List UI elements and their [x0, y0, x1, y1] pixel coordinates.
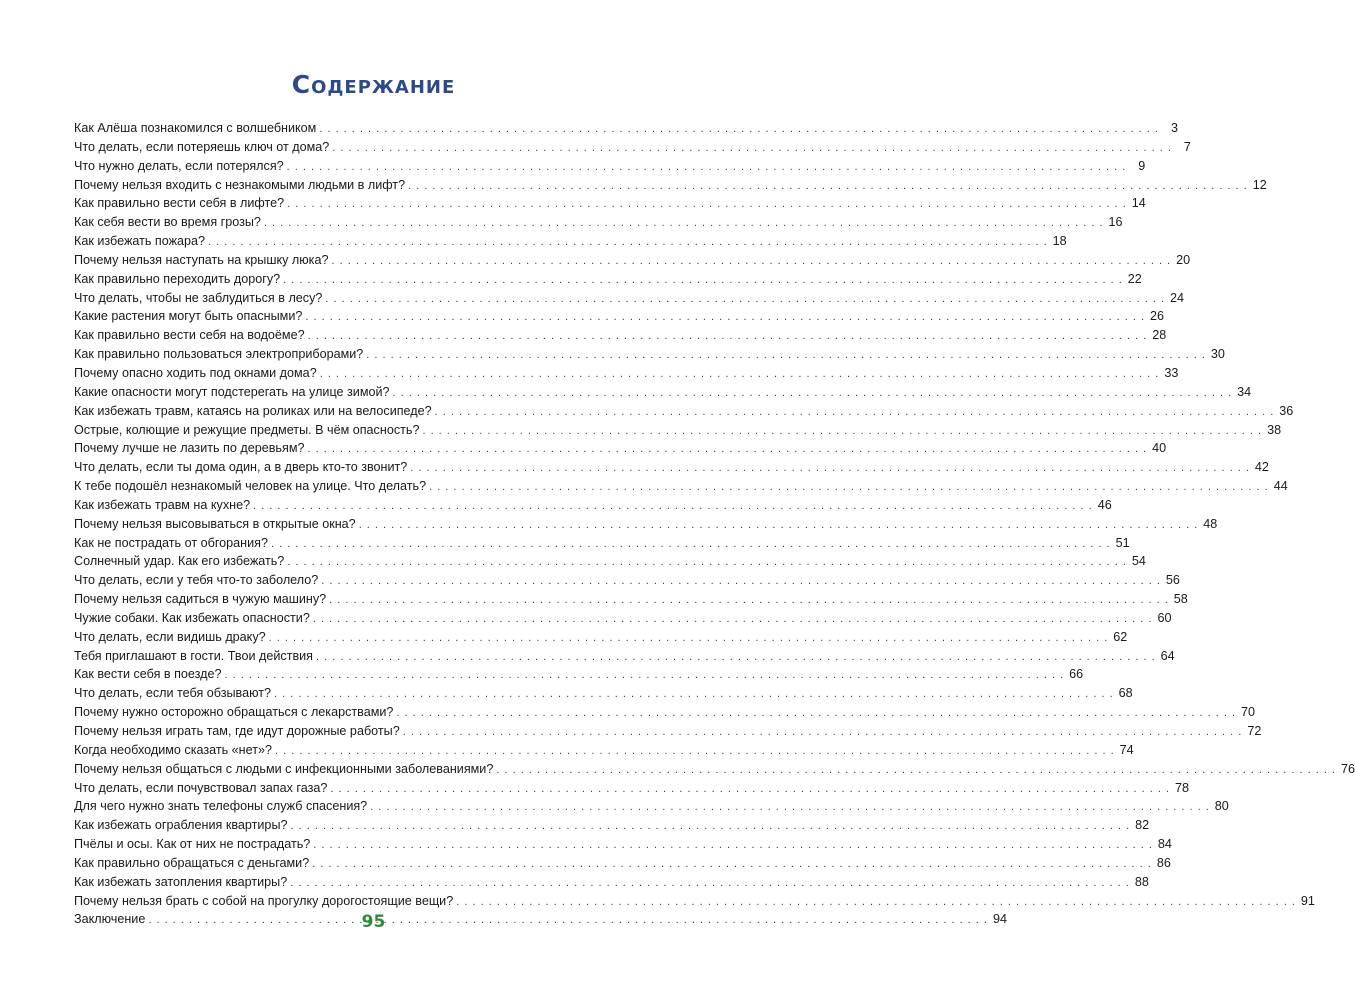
toc-entry-page: 94	[992, 912, 1007, 927]
toc-leader-dots	[321, 572, 1161, 591]
toc-entry	[74, 534, 1130, 553]
page-title: Содержание	[291, 70, 456, 99]
toc-leader-dots	[496, 761, 1336, 780]
toc-entry	[74, 609, 1172, 628]
toc-entry-page: 7	[1183, 139, 1191, 154]
toc-leader-dots	[287, 158, 1127, 177]
toc-leader-dots	[408, 177, 1248, 196]
toc-leader-dots	[330, 780, 1170, 799]
toc-entry-page: 70	[1241, 705, 1256, 720]
toc-entry	[74, 665, 1084, 684]
toc-entry-page: 12	[1252, 177, 1267, 192]
toc-entry-title: Какие опасности могут подстерегать на улице зимой?	[74, 384, 390, 399]
toc-entry	[74, 628, 1128, 647]
toc-entry-title: Почему нельзя брать с собой на прогулку дорогостоящие вещи?	[74, 893, 454, 908]
toc-entry-title: Что делать, чтобы не заблудиться в лесу?	[74, 290, 323, 305]
toc-entry	[74, 741, 1134, 760]
toc-entry-title: Почему нельзя входить с незнакомыми людьми в лифт?	[74, 177, 406, 192]
toc-entry-title: Почему нельзя общаться с людьми с инфекционными заболеваниями?	[74, 761, 494, 776]
toc-entry-title: Что делать, если у тебя что-то заболело?	[74, 573, 319, 588]
toc-entry	[74, 722, 1262, 741]
toc-leader-dots	[308, 327, 1148, 346]
toc-entry	[74, 684, 1133, 703]
toc-entry	[74, 176, 1267, 195]
toc-entry	[74, 760, 1355, 779]
toc-entry-page: 91	[1300, 893, 1315, 908]
toc-entry	[74, 439, 1167, 458]
toc-entry-page: 62	[1113, 629, 1128, 644]
toc-entry-title: Как избежать пожара?	[74, 234, 206, 249]
toc-entry-title: Как правильно переходить дорогу?	[74, 271, 281, 286]
toc-entry-page: 58	[1173, 592, 1188, 607]
toc-leader-dots	[410, 459, 1250, 478]
toc-entry-page: 51	[1115, 535, 1130, 550]
toc-leader-dots	[366, 346, 1206, 365]
toc-entry	[74, 816, 1150, 835]
toc-entry-title: Что делать, если видишь драку?	[74, 629, 266, 644]
toc-leader-dots	[290, 874, 1130, 893]
toc-entry	[74, 515, 1218, 534]
toc-entry-page: 80	[1214, 799, 1229, 814]
toc-entry	[74, 854, 1171, 873]
toc-entry	[74, 157, 1146, 176]
toc-entry-page: 26	[1149, 309, 1164, 324]
toc-entry-title: Как избежать травм, катаясь на роликах или на велосипеде?	[74, 403, 432, 418]
toc-leader-dots	[274, 685, 1114, 704]
toc-entry-page: 68	[1118, 686, 1133, 701]
toc-leader-dots	[283, 271, 1123, 290]
toc-entry-page: 72	[1247, 724, 1262, 738]
toc-leader-dots	[313, 610, 1153, 629]
toc-entry-title: Как не пострадать от обгорания?	[74, 535, 268, 550]
toc-entry	[74, 213, 1123, 232]
toc-entry-page: 20	[1176, 252, 1191, 267]
toc-entry-title: Почему нельзя наступать на крышку люка?	[74, 252, 329, 267]
toc-entry-page: 46	[1097, 497, 1112, 512]
toc-entry-page: 48	[1203, 516, 1218, 531]
toc-leader-dots	[313, 836, 1153, 855]
toc-entry-title: Пчёлы и осы. Как от них не пострадать?	[74, 837, 311, 852]
toc-entry-page: 54	[1131, 554, 1146, 569]
toc-leader-dots	[329, 591, 1169, 610]
toc-leader-dots	[225, 666, 1065, 685]
toc-entry-page: 3	[1170, 121, 1178, 135]
toc-entry-title: Почему лучше не лазить по деревьям?	[74, 441, 305, 456]
toc-entry	[74, 779, 1189, 798]
toc-entry-title: Почему нужно осторожно обращаться с лекарствами?	[74, 705, 394, 720]
toc-entry-title: Что делать, если потеряешь ключ от дома?	[74, 139, 330, 154]
toc-entry-title: Почему нельзя высовываться в открытые окна?	[74, 516, 356, 531]
toc-leader-dots	[287, 195, 1127, 214]
toc-leader-dots	[422, 422, 1262, 441]
toc-entry-page: 84	[1157, 837, 1172, 852]
toc-entry	[74, 477, 1288, 496]
toc-leader-dots	[208, 233, 1048, 252]
toc-entry	[74, 364, 1179, 383]
toc-entry-title: Солнечный удар. Как его избежать?	[74, 554, 285, 569]
toc-entry-page: 34	[1237, 384, 1252, 399]
toc-leader-dots	[312, 855, 1152, 874]
page-number: 95	[361, 912, 386, 932]
toc-leader-dots	[370, 798, 1210, 817]
toc-entry	[74, 289, 1185, 308]
toc-entry	[74, 307, 1164, 326]
toc-entry	[74, 232, 1067, 251]
toc-entry	[74, 873, 1149, 892]
toc-leader-dots	[331, 252, 1171, 271]
toc-entry-title: Когда необходимо сказать «нет»?	[74, 742, 273, 757]
toc-entry-title: Что нужно делать, если потерялся?	[74, 158, 284, 173]
toc-leader-dots	[359, 516, 1199, 535]
toc-entry	[74, 892, 1315, 911]
toc-entry	[74, 138, 1191, 157]
toc-entry-page: 38	[1267, 422, 1282, 437]
toc-entry-title: Почему нельзя садиться в чужую машину?	[74, 592, 327, 607]
toc-leader-dots	[253, 497, 1093, 516]
toc-entry-title: Как избежать затопления квартиры?	[74, 874, 288, 889]
toc-leader-dots	[291, 817, 1131, 836]
toc-leader-dots	[275, 742, 1115, 761]
toc-entry	[74, 194, 1146, 213]
toc-leader-dots	[271, 535, 1111, 554]
toc-entry-page: 40	[1152, 441, 1167, 456]
toc-entry	[74, 402, 1294, 421]
toc-entry	[74, 797, 1229, 816]
toc-entry-page: 60	[1157, 610, 1172, 625]
toc-entry-title: Для чего нужно знать телефоны служб спасения?	[74, 799, 368, 814]
toc-entry-title: Почему нельзя играть там, где идут дорожные работы?	[74, 724, 400, 738]
toc-entry	[74, 647, 1175, 666]
toc-leader-dots	[325, 290, 1165, 309]
toc-entry-page: 36	[1279, 403, 1294, 418]
toc-entry	[74, 458, 1269, 477]
toc-leader-dots	[305, 308, 1145, 327]
toc-leader-dots	[435, 403, 1275, 422]
toc-leader-dots	[307, 440, 1147, 459]
toc-entry-title: Какие растения могут быть опасными?	[74, 309, 303, 324]
toc-entry	[74, 835, 1172, 854]
toc-entry	[74, 326, 1167, 345]
toc-entry	[74, 552, 1146, 571]
toc-leader-dots	[287, 553, 1127, 572]
toc-entry	[74, 590, 1188, 609]
toc-entry-title: Почему опасно ходить под окнами дома?	[74, 365, 317, 380]
toc-entry	[74, 421, 1282, 440]
toc-entry-title: Как избежать травм на кухне?	[74, 497, 251, 512]
toc-entry-title: Что делать, если ты дома один, а в дверь кто-то звонит?	[74, 460, 408, 475]
toc-entry-page: 74	[1119, 742, 1134, 757]
toc-entry	[74, 119, 1178, 138]
toc-entry-title: Что делать, если тебя обзывают?	[74, 686, 272, 701]
toc-leader-dots	[320, 365, 1160, 384]
toc-entry-page: 42	[1254, 460, 1269, 475]
toc-entry-title: Острые, колющие и режущие предметы. В чём опасность?	[74, 422, 420, 437]
toc-leader-dots	[429, 478, 1269, 497]
toc-leader-dots	[396, 704, 1236, 723]
toc-entry	[74, 251, 1191, 270]
toc-entry-page: 30	[1210, 347, 1225, 362]
toc-entry	[74, 703, 1256, 722]
toc-entry-title: Как правильно пользоваться электроприборами?	[74, 347, 364, 362]
toc-entry-title: Чужие собаки. Как избежать опасности?	[74, 610, 310, 625]
toc-entry-title: Как вести себя в поезде?	[74, 667, 222, 682]
toc-entry-page: 28	[1152, 328, 1167, 343]
toc-leader-dots	[316, 648, 1156, 667]
toc-entry-page: 56	[1165, 573, 1180, 588]
toc-entry	[74, 496, 1112, 515]
toc-entry-page: 66	[1069, 667, 1084, 682]
toc-leader-dots	[403, 723, 1243, 742]
toc-entry-page: 24	[1170, 290, 1185, 305]
toc-entry-page: 44	[1273, 479, 1288, 494]
toc-entry-title: Как правильно вести себя на водоёме?	[74, 328, 305, 343]
toc-entry-title: Как Алёша познакомился с волшебником	[74, 121, 317, 135]
toc-entry-page: 18	[1052, 234, 1067, 249]
toc-entry	[74, 345, 1225, 364]
toc-entry-page: 16	[1108, 215, 1123, 230]
toc-entry-page: 88	[1134, 874, 1149, 889]
toc-leader-dots	[264, 214, 1104, 233]
toc-leader-dots	[319, 120, 1159, 139]
toc-entry	[74, 383, 1252, 402]
toc-entry-page: 78	[1174, 780, 1189, 795]
toc-leader-dots	[456, 893, 1296, 912]
toc-entry-title: Заключение	[74, 912, 146, 927]
toc-entry-page: 14	[1131, 196, 1146, 211]
toc-entry-page: 22	[1127, 271, 1142, 286]
toc-entry	[74, 571, 1180, 590]
toc-entry	[74, 270, 1142, 289]
toc-entry-title: Как правильно обращаться с деньгами?	[74, 855, 310, 870]
toc-entry-page: 82	[1135, 818, 1150, 833]
toc-entry-title: Что делать, если почувствовал запах газа?	[74, 780, 328, 795]
toc-leader-dots	[269, 629, 1109, 648]
toc-entry-title: Как себя вести во время грозы?	[74, 215, 261, 230]
toc-entry-page: 76	[1340, 761, 1355, 776]
toc-entry-title: К тебе подошёл незнакомый человек на улице. Что делать?	[74, 479, 427, 494]
toc-entry-page: 9	[1138, 158, 1146, 173]
toc-entry-title: Как правильно вести себя в лифте?	[74, 196, 285, 211]
toc-entry-page: 33	[1164, 365, 1179, 380]
table-of-contents	[74, 119, 1355, 929]
toc-entry-page: 86	[1156, 855, 1171, 870]
toc-leader-dots	[332, 139, 1172, 158]
toc-entry-title: Тебя приглашают в гости. Твои действия	[74, 648, 314, 663]
toc-entry-page: 64	[1160, 648, 1175, 663]
toc-entry-title: Как избежать ограбления квартиры?	[74, 818, 288, 833]
toc-leader-dots	[393, 384, 1233, 403]
